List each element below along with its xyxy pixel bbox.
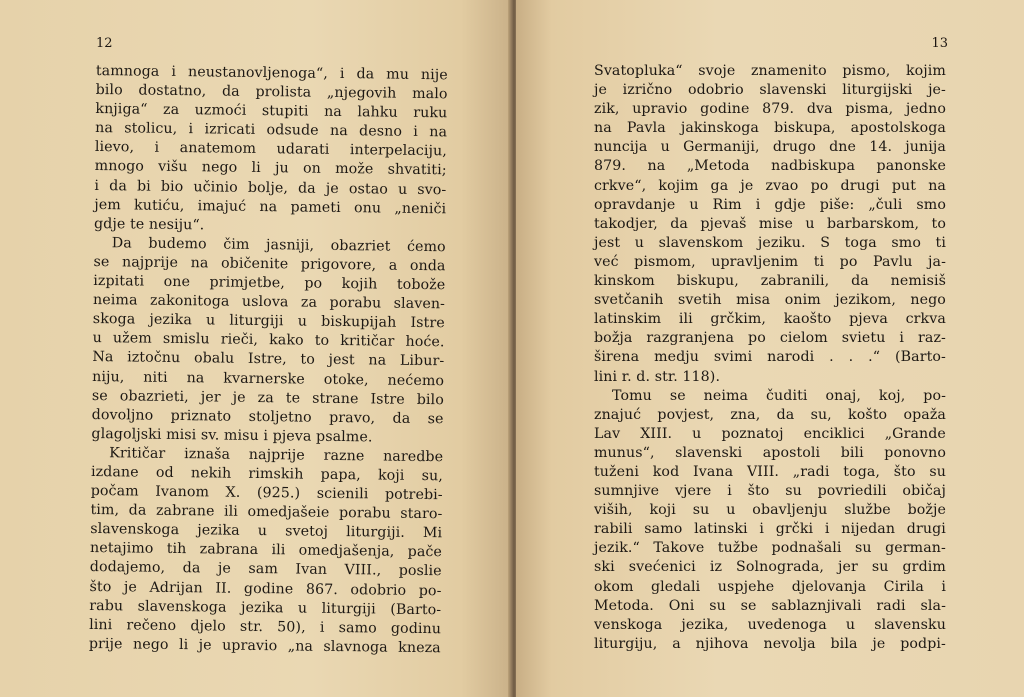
text-line: zik, upravio godine 879. dva pisma, jedno xyxy=(594,101,946,118)
text-line: tuženi kod Ivana VIII. „radi toga, što su xyxy=(594,463,946,480)
text-line: i da bi bio učinio bolje, da je ostao u svo- xyxy=(94,177,447,198)
text-line: gdje te nesiju“. xyxy=(93,215,205,234)
text-line: Metoda. Oni su se sablaznjivali radi sla- xyxy=(594,597,946,614)
text-line: na stolicu, i izricati odsude na desno i na xyxy=(95,120,448,141)
text-line: lini r. d. str. 118). xyxy=(594,368,721,385)
text-line: Kritičar iznaša najprije razne naredbe xyxy=(109,445,444,466)
text-line: slavenskoga jezika u svetoj liturgiji. Mi xyxy=(90,521,443,542)
text-line: takodjer, da pjevaš mise u barbarskom, to xyxy=(594,215,946,232)
text-line: kinskom biskupu, zabranili, da nemisiš xyxy=(594,273,946,290)
text-line: Da budemo čim jasniji, obazriet ćemo xyxy=(111,235,446,256)
text-line: se obazrieti, jer je za te strane Istre bilo xyxy=(91,387,444,408)
text-line: lini rečeno djelo str. 50), i samo godinu xyxy=(89,616,442,637)
text-line: dodajemo, da je sam Ivan VIII., poslie xyxy=(89,559,442,580)
right-page-text xyxy=(594,62,946,654)
text-line: u užem smislu rieči, kako to kritičar hoće. xyxy=(92,330,445,351)
text-line: na Pavla jakinskoga biskupa, apostolskoga xyxy=(594,120,946,137)
text-line: liturgiju, a njihova nevolja bila je podpi- xyxy=(594,635,946,652)
text-line: crkve“, kojim ga je zvao po drugi put na xyxy=(594,177,946,194)
text-line: svetčanih svetih misa onim jezikom, nego xyxy=(594,292,946,309)
left-page-number: 12 xyxy=(96,36,113,51)
text-line: se najprije na običenite prigovore, a onda xyxy=(93,253,446,275)
text-line: je izrično odobrio slavenski liturgijski je- xyxy=(594,82,946,99)
text-line: glagoljski misi sv. misu i pjeva psalme. xyxy=(91,425,373,446)
text-line: rabu slavenskoga jezika u liturgiji (Barto- xyxy=(89,597,442,618)
text-line: jest u slavenskom jeziku. S toga smo ti xyxy=(594,234,946,251)
text-line: počam Ivanom X. (925.) scienili potrebi- xyxy=(90,483,443,504)
text-line: Tomu se neima čuditi onaj, koj, po- xyxy=(612,387,946,404)
text-line: tim, da zabrane ili omedjašeie porabu staro- xyxy=(90,502,443,523)
right-page xyxy=(516,0,1024,697)
text-line: širena medju svimi narodi . . .“ (Barto- xyxy=(594,349,946,366)
right-page-number: 13 xyxy=(931,36,948,51)
text-line: rabili samo latinski i grčki i nijedan drugi xyxy=(594,521,946,538)
text-line: opravdanje u Rim i gdje piše: „čuli smo xyxy=(594,196,946,213)
text-line: niju, niti na kvarnerske otoke, nećemo xyxy=(92,368,445,389)
text-line: knjiga“ za uzmoći stupiti na lahku ruku xyxy=(95,101,448,122)
text-line: netajimo tih zabrana ili omedjašenja, pače xyxy=(89,540,443,561)
text-line: prije nego li je upravio „na slavnoga kneza xyxy=(88,635,441,657)
text-line: bilo dostatno, da prolista „njegovih malo xyxy=(95,82,448,103)
text-line: lievo, i anatemom udarati interpelaciju, xyxy=(94,139,447,160)
text-line: 879. na „Metoda nadbiskupa panonske xyxy=(594,158,946,175)
text-line: božja razgranjena po cielom svietu i raz- xyxy=(594,330,946,347)
text-line: sumnjive vjere i što su povriedili običaj xyxy=(594,483,946,500)
text-line: mnogo višu nego li ju on može shvatiti; xyxy=(94,158,447,179)
text-line: jem kutiću, imajuć na pameti onu „neniči xyxy=(94,196,447,217)
text-line: neima zakonitoga uslova za porabu slaven- xyxy=(92,292,446,313)
text-line: ski svećenici iz Solnograda, jer su grdim xyxy=(594,559,946,576)
text-line: što je Adrijan II. godine 867. odobrio po- xyxy=(89,578,442,599)
text-line: viših, koji su u obavljenju službe božje xyxy=(594,502,946,519)
text-line: venskoga jezika, uvedenoga u slavensku xyxy=(594,616,946,633)
text-line: Lav XIII. u poznatoj enciklici „Grande xyxy=(594,425,946,442)
text-line: već pismom, upravljenim ti po Pavlu ja- xyxy=(594,253,946,270)
text-line: izdane od nekih rimskih papa, koji su, xyxy=(90,463,444,485)
text-line: znajuć povjest, zna, da su, košto opaža xyxy=(594,406,946,423)
text-line: okom gledali uspjehe djelovanja Cirila i xyxy=(594,578,946,595)
text-line: tamnoga i neustanovljenoga“, i da mu nije xyxy=(95,62,448,84)
text-line: Svatopluka“ svoje znamenito pismo, kojim xyxy=(594,63,946,79)
text-line: dovoljno priznato stoljetno pravo, da se xyxy=(91,406,444,427)
text-line: Na iztočnu obalu Istre, to jest na Libur- xyxy=(92,349,445,370)
text-line: nuncija u Germaniji, drugo dne 14. junija xyxy=(594,139,946,156)
text-line: skoga jezika u liturgiji u biskupijah Istre xyxy=(92,311,445,332)
left-page-text xyxy=(89,62,448,658)
text-line: izpitati one primjetbe, po kojih tobože xyxy=(93,273,446,294)
text-line: latinskim ili grčkim, kaošto pjeva crkva xyxy=(594,311,946,328)
text-line: jezik.“ Takove tužbe podnašali su german- xyxy=(594,540,946,557)
text-line: munus“, slavenski apostoli bili ponovno xyxy=(594,444,946,461)
